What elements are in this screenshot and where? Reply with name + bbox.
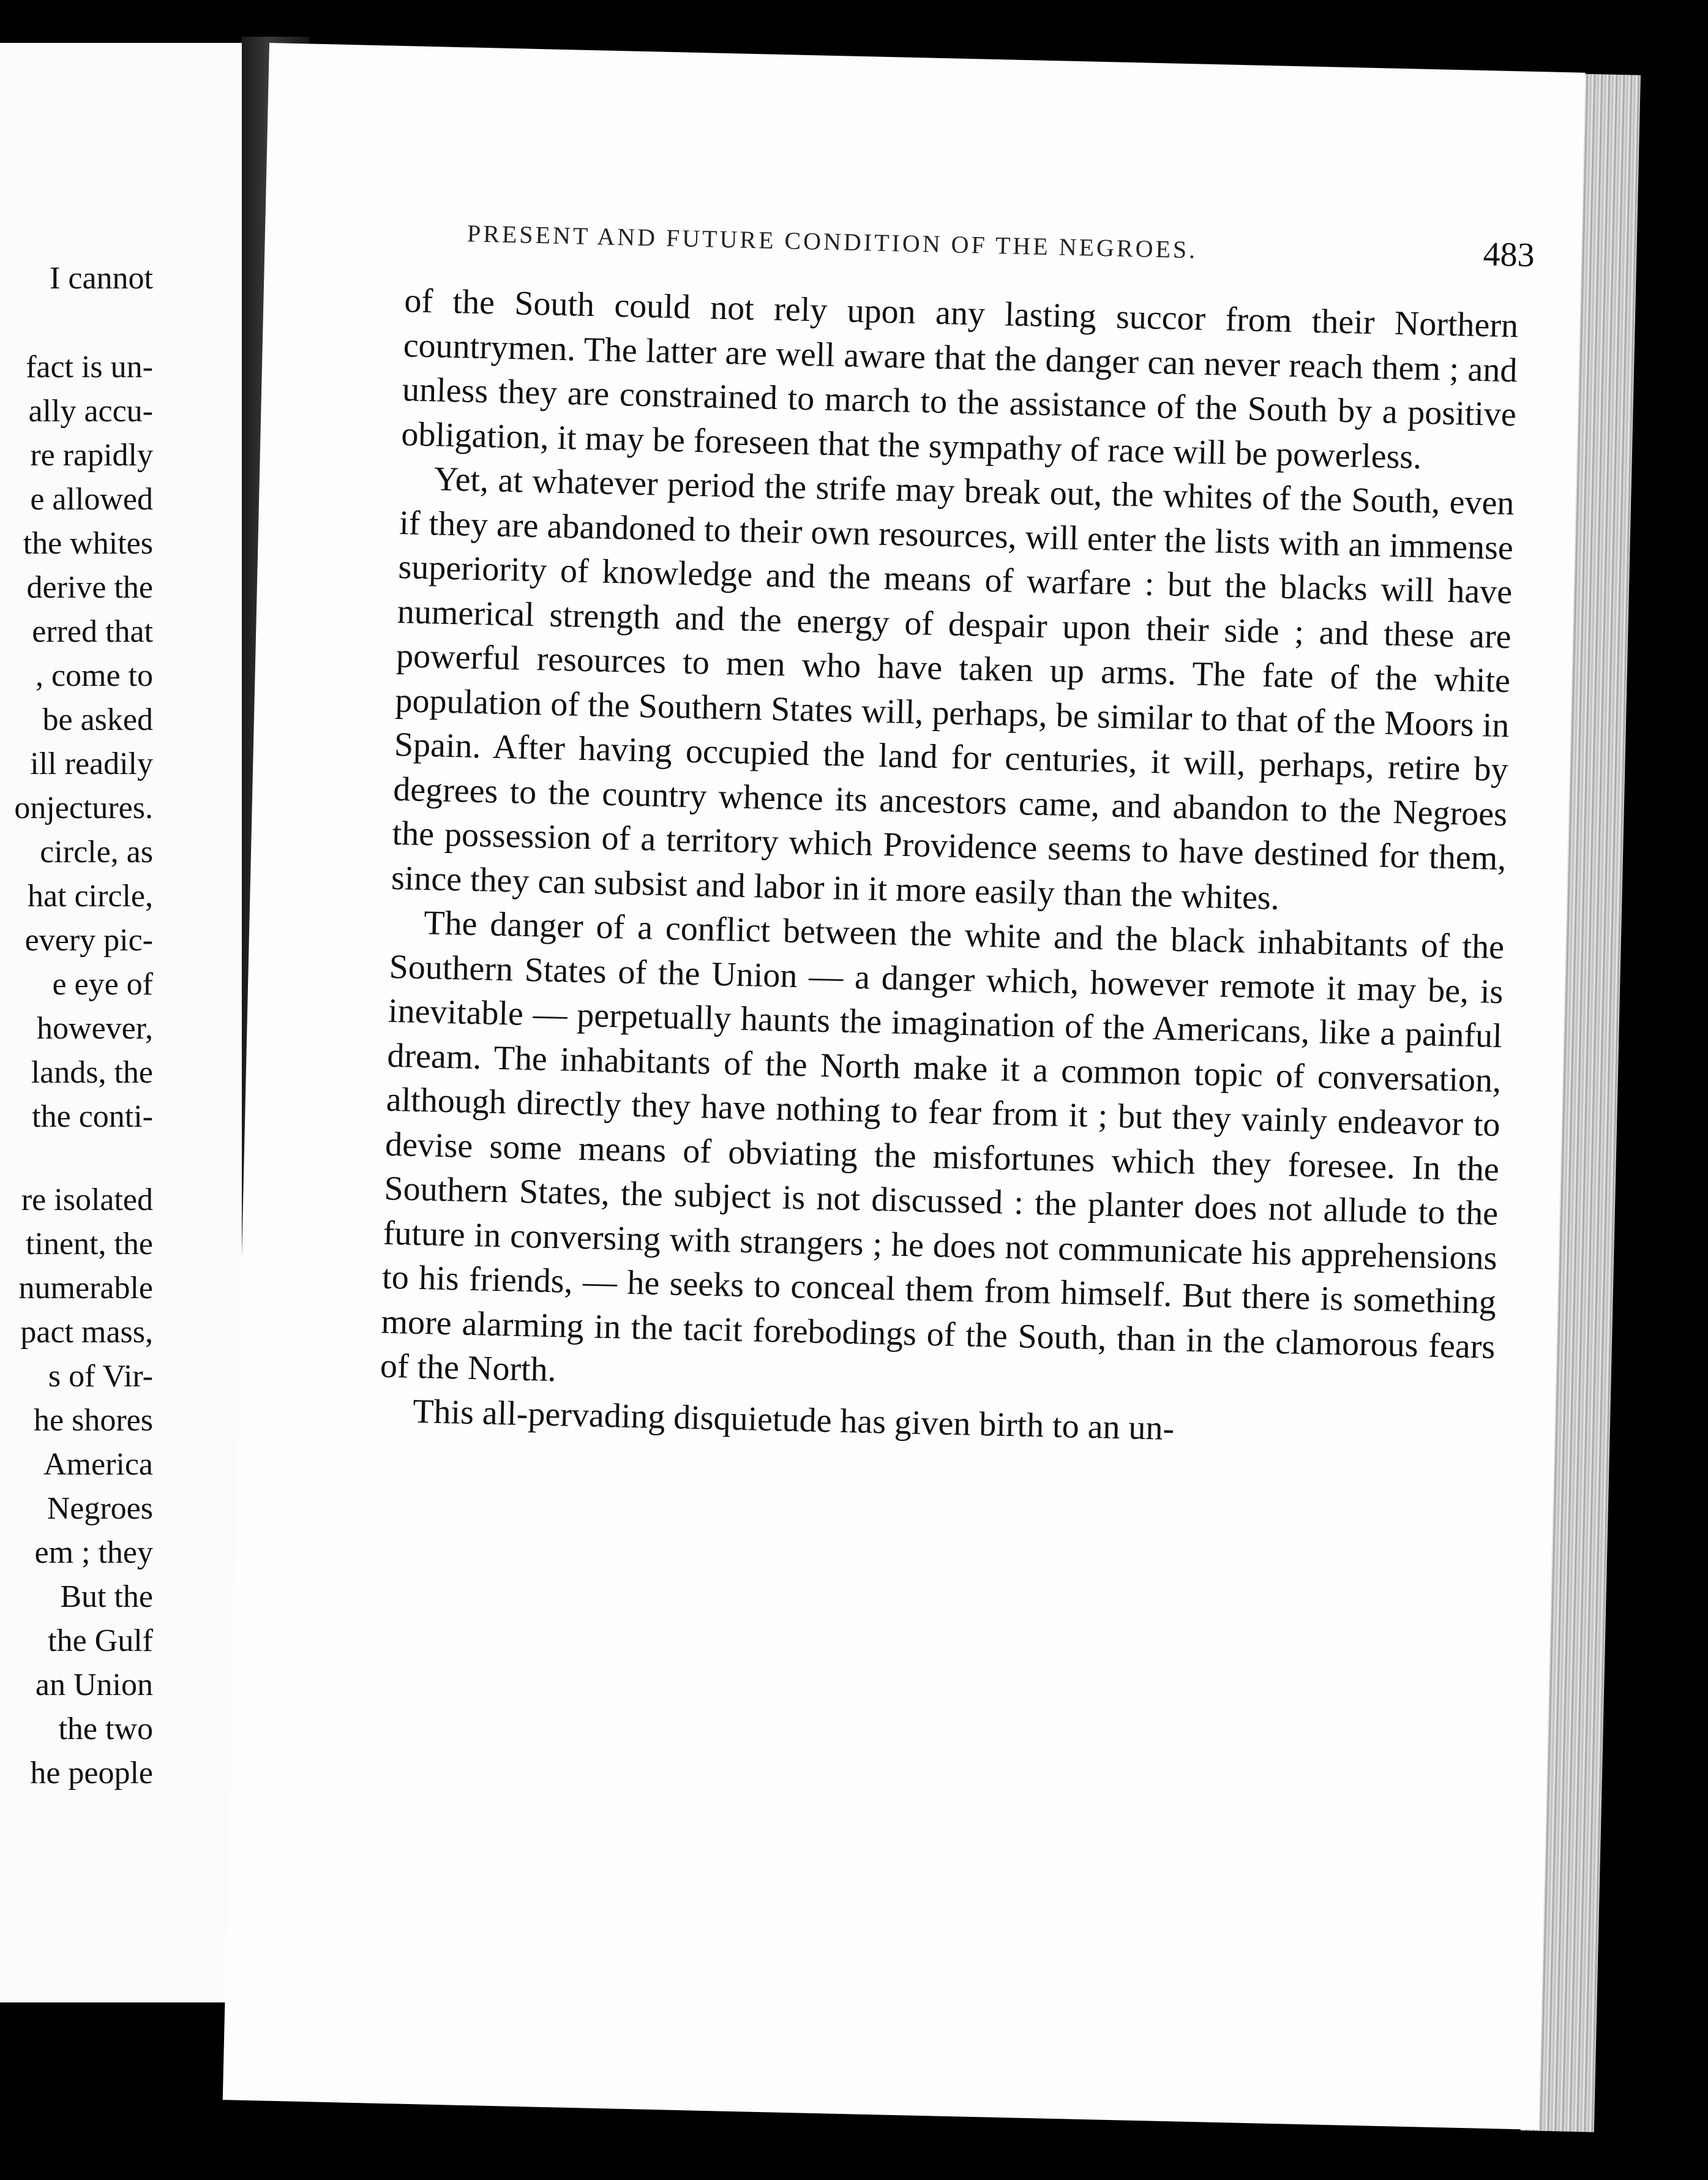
book-page xyxy=(223,43,1586,2130)
left-line: he shores xyxy=(34,1403,153,1438)
left-line: every pic- xyxy=(24,923,153,958)
left-line: derive the xyxy=(26,570,153,605)
left-line: ill readily xyxy=(30,746,153,781)
left-line: fact is un- xyxy=(26,350,153,385)
left-line: I cannot xyxy=(50,261,153,296)
left-line: s of Vir- xyxy=(48,1359,153,1394)
left-line: the Gulf xyxy=(48,1623,153,1658)
left-line: the two xyxy=(58,1712,153,1746)
left-line: lands, the xyxy=(31,1055,153,1090)
left-line: Negroes xyxy=(47,1491,153,1526)
paragraph-continuation: of the South could not rely upon any lasting succor from their Northern countrymen. The latter are well aware that the danger can never reach them ; and unless they are constrained to march to the assistance of the South by a positive obligation, it may be foreseen that the sympathy of race will be powerless. xyxy=(400,282,1519,476)
page-number: 483 xyxy=(1482,235,1535,274)
left-line: erred that xyxy=(32,614,153,649)
previous-page-fragment xyxy=(0,43,250,2002)
left-line: But the xyxy=(60,1579,153,1614)
left-line: America xyxy=(43,1447,153,1482)
left-line: circle, as xyxy=(40,835,153,870)
left-line: an Union xyxy=(35,1667,153,1702)
left-line: onjectures. xyxy=(14,791,153,825)
left-line: re rapidly xyxy=(30,438,153,473)
left-line: tinent, the xyxy=(26,1227,153,1261)
left-line: numerable xyxy=(18,1271,153,1306)
paragraph: Yet, at whatever period the strife may break out, the whites of the South, even if they are abandoned to their own resources, will enter the lists with an immense superiority of knowledge and the means of warfare : but the blacks will have numerical strength and the energy of despair upon their side ; and these are powerful resources to men who have taken up arms. The fate of the white population of the Southern States will, perhaps, be similar to that of the Moors in Spain. After having occupied the land for centuries, it will, perhaps, retire by degrees to the country whence its ancestors came, and abandon to the Negroes the possession of a territory which Providence seems to have destined for them, since they can subsist and labor in it more easily than the whites. xyxy=(391,460,1515,917)
page-body xyxy=(379,279,1519,1458)
left-line: pact mass, xyxy=(20,1315,153,1350)
left-line: e allowed xyxy=(30,482,153,517)
left-line: be asked xyxy=(42,702,153,737)
left-line: re isolated xyxy=(21,1182,153,1217)
left-line: hat circle, xyxy=(28,879,153,914)
left-line: e eye of xyxy=(52,967,153,1002)
left-line: ally accu- xyxy=(28,394,153,429)
left-line: he people xyxy=(30,1756,153,1791)
running-head: PRESENT AND FUTURE CONDITION OF THE NEGROES. xyxy=(466,219,1198,264)
left-line: however, xyxy=(37,1011,153,1046)
left-line: the conti- xyxy=(32,1099,153,1134)
paragraph: This all-pervading disquietude has given birth to an un- xyxy=(412,1392,1175,1448)
paragraph: The danger of a conflict between the white and the black inhabitants of the Southern States of the Union — a danger which, however remote it may be, is inevitable — perpetually haunts the imagination of the Americans, like a painful dream. The inhabitants of the North make it a common topic of conversation, although directly they have nothing to fear from it ; but they vainly endeavor to devise some means of obviating the misfortunes which they foresee. In the Southern States, the subject is not discussed : the planter does not allude to the future in conversing with strangers ; he does not communicate his apprehensions to his friends, — he seeks to conceal them from himself. But there is something more alarming in the tacit forebodings of the South, than in the clamorous fears of the North. xyxy=(380,904,1505,1389)
left-line: , come to xyxy=(35,658,153,693)
left-line: em ; they xyxy=(34,1535,153,1570)
left-line: the whites xyxy=(23,526,153,561)
